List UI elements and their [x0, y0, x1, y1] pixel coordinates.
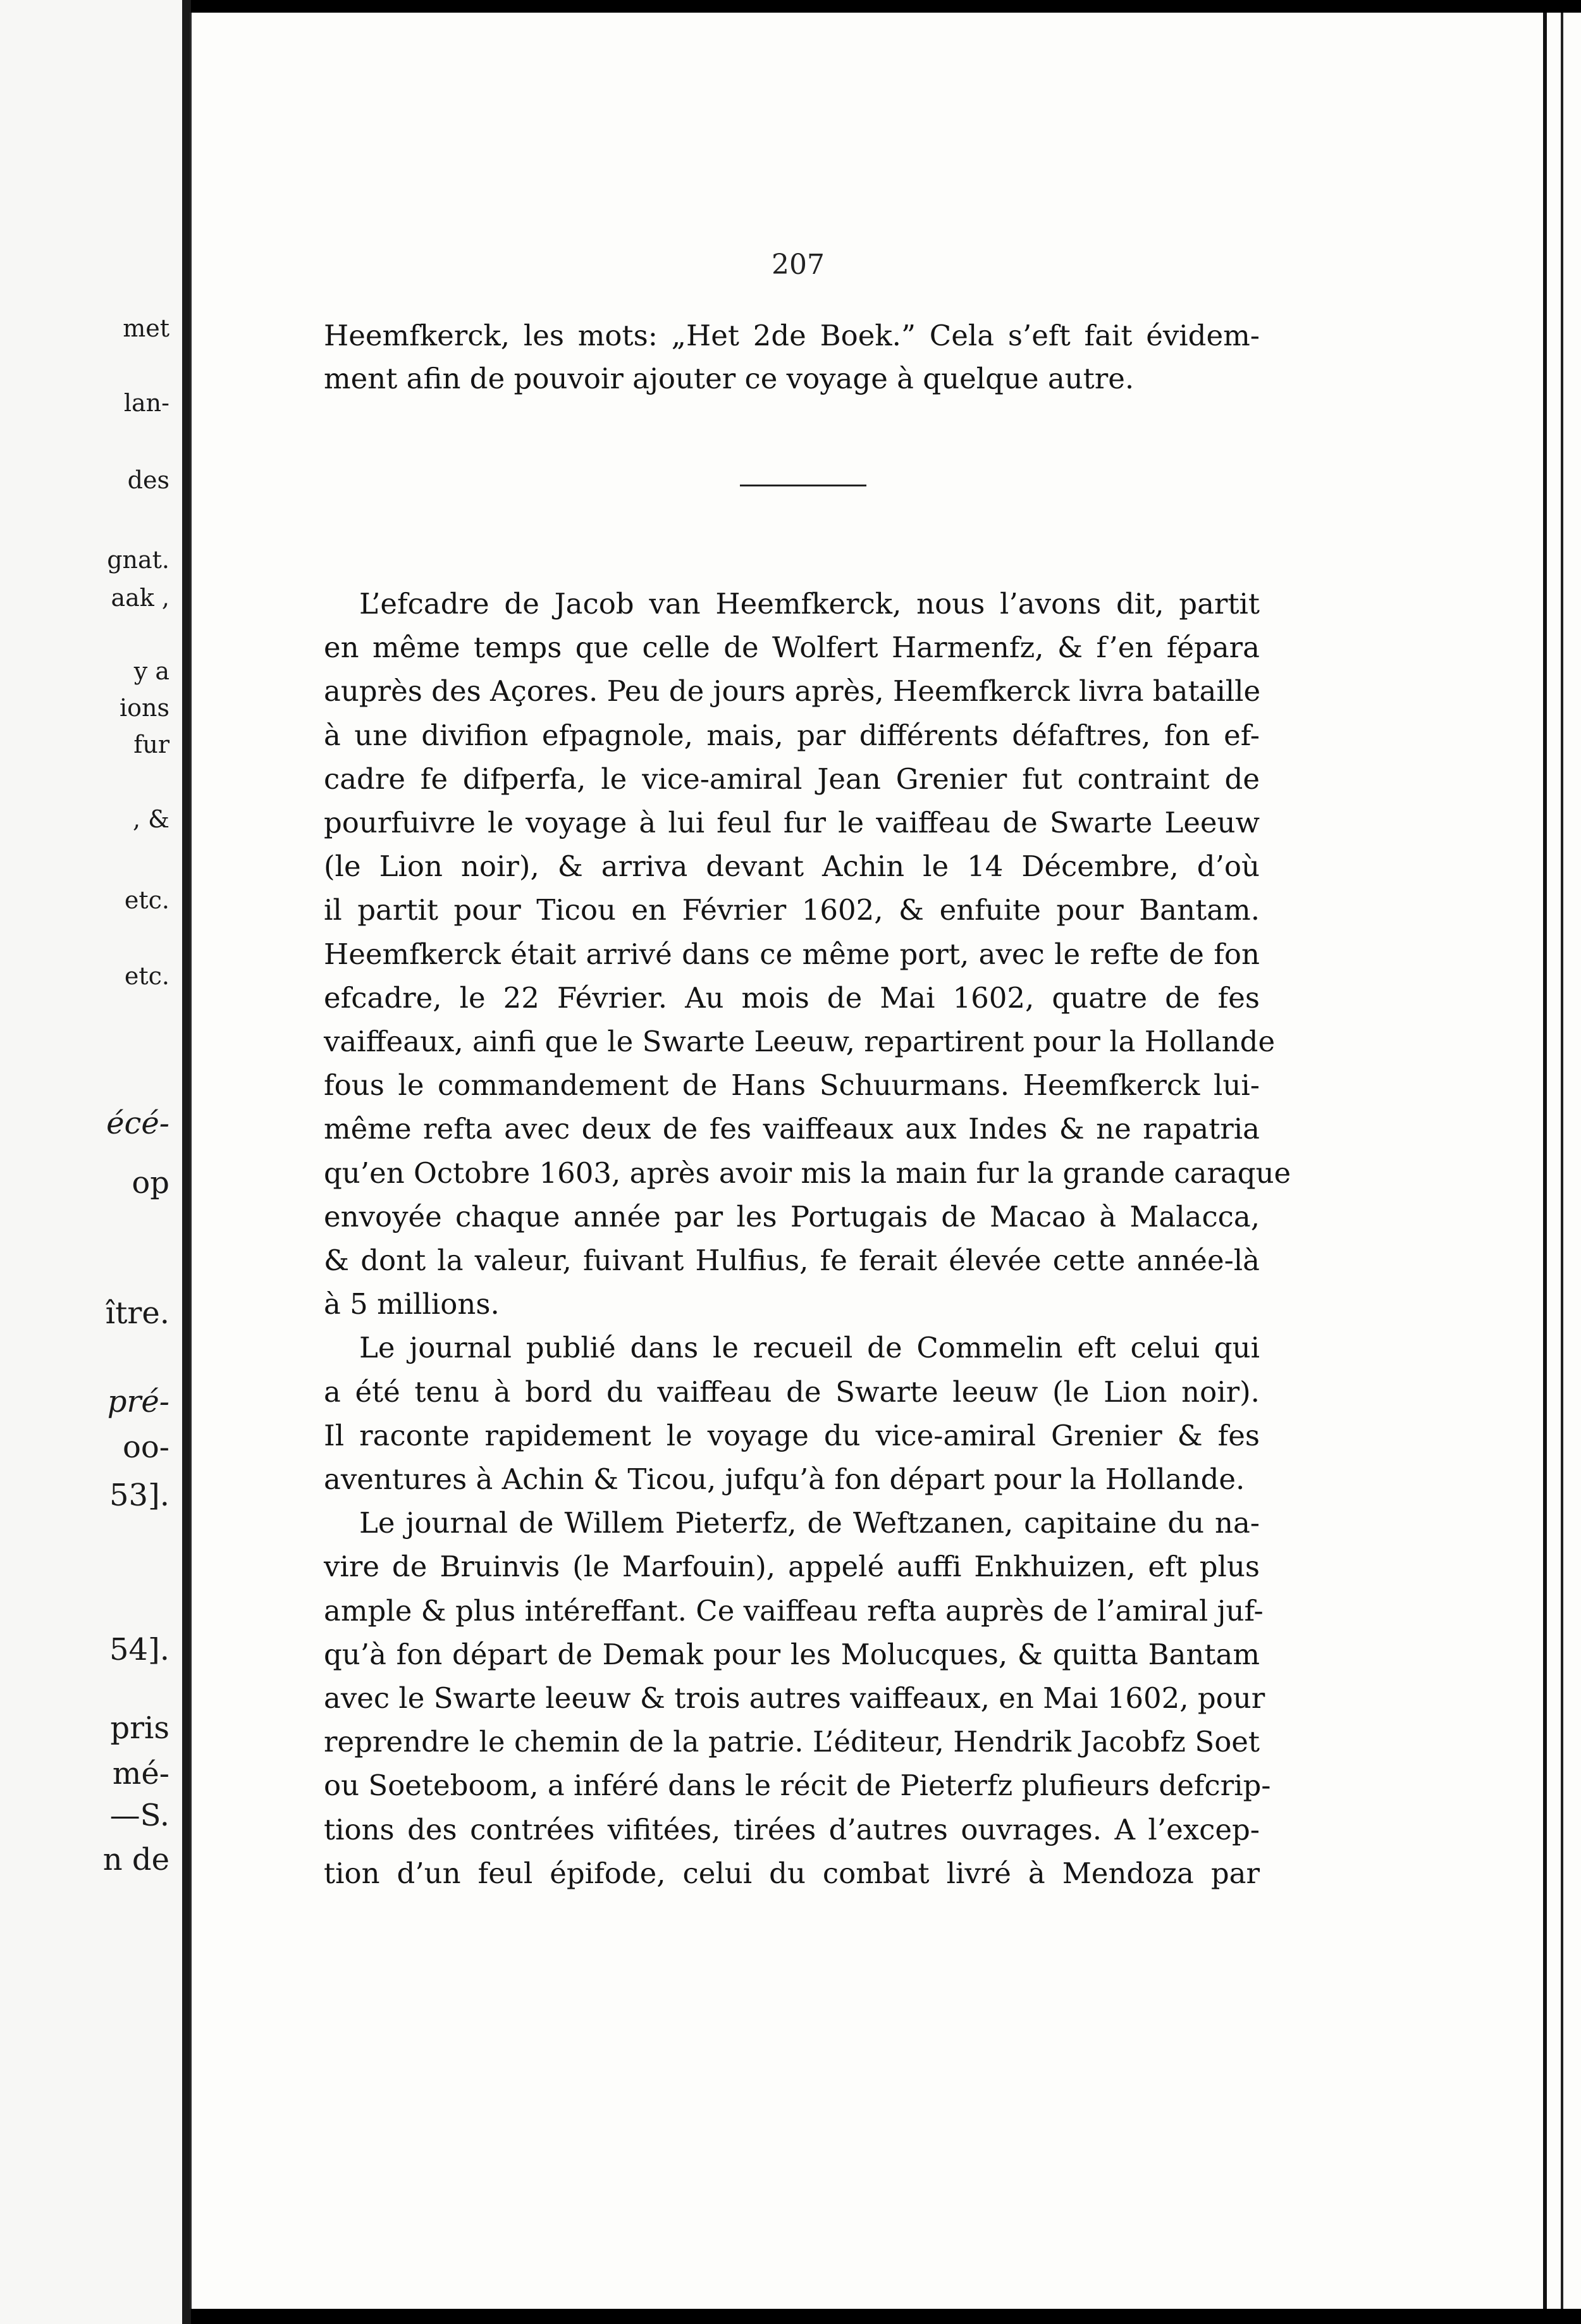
- text-line: vaiffeaux, ainfi que le Swarte Leeuw, repartirent pour la Hollande: [324, 1025, 1276, 1058]
- left-page-fragment: —S.: [109, 1798, 169, 1833]
- left-page-fragment: etc.: [124, 886, 169, 914]
- text-line: même refta avec deux de fes vaiffeaux aux Indes & ne rapatria: [324, 1112, 1260, 1146]
- left-page-fragment: ître.: [105, 1295, 169, 1331]
- text-line: envoyée chaque année par les Portugais de Macao à Malacca,: [324, 1199, 1260, 1233]
- text-line: a été tenu à bord du vaiffeau de Swarte leeuw (le Lion noir).: [324, 1375, 1260, 1409]
- text-line: aventures à Achin & Ticou, jufqu’à fon départ pour la Hollande.: [324, 1462, 1245, 1496]
- text-line: ou Soeteboom, a inféré dans le récit de Pieterfz plufieurs defcrip-: [324, 1769, 1271, 1803]
- text-line: Heemfkerck était arrivé dans ce même port, avec le refte de fon: [324, 937, 1260, 971]
- text-line: pourfuivre le voyage à lui feul fur le vaiffeau de Swarte Leeuw: [324, 806, 1260, 839]
- text-line: à une divifion efpagnole, mais, par différents défaftres, fon ef-: [324, 718, 1260, 752]
- text-line: tions des contrées vifitées, tirées d’autres ouvrages. A l’excep-: [324, 1812, 1260, 1846]
- left-page-fragment: écé-: [106, 1106, 169, 1141]
- left-page-fragment: pré-: [107, 1384, 169, 1419]
- left-page-fragment: ions: [119, 694, 169, 722]
- left-page-fragment: etc.: [124, 962, 169, 990]
- left-page-fragment: des: [127, 466, 169, 494]
- left-page-fragment: met: [123, 314, 169, 342]
- text-line: vire de Bruinvis (le Marfouin), appelé auffi Enkhuizen, eft plus: [324, 1550, 1260, 1584]
- text-line: reprendre le chemin de la patrie. L’éditeur, Hendrik Jacobfz Soet: [324, 1725, 1260, 1759]
- left-page-fragment: op: [132, 1165, 169, 1201]
- text-line: tion d’un feul épifode, celui du combat livré à Mendoza par: [324, 1856, 1260, 1890]
- left-page-fragment: 53].: [109, 1478, 169, 1513]
- text-line: avec le Swarte leeuw & trois autres vaiffeaux, en Mai 1602, pour: [324, 1681, 1265, 1715]
- section-separator: [740, 485, 866, 486]
- left-page-fragment: 54].: [109, 1632, 169, 1667]
- left-page-fragment: pris: [110, 1710, 169, 1746]
- left-page-fragment: fur: [133, 731, 169, 758]
- text-line: auprès des Açores. Peu de jours après, Heemfkerck livra bataille: [324, 674, 1261, 708]
- left-page-fragment: n de: [102, 1842, 169, 1877]
- text-line: qu’en Octobre 1603, après avoir mis la main fur la grande caraque: [324, 1156, 1291, 1190]
- left-page-edge: [0, 0, 183, 2324]
- text-line: & dont la valeur, fuivant Hulfius, fe ferait élevée cette année-là: [324, 1244, 1260, 1277]
- text-line: Il raconte rapidement le voyage du vice-amiral Grenier & fes: [324, 1418, 1260, 1452]
- text-line: efcadre, le 22 Février. Au mois de Mai 1602, quatre de fes: [324, 980, 1260, 1015]
- left-page-fragment: gnat.: [107, 546, 169, 574]
- left-page-fragment: oo-: [122, 1430, 169, 1465]
- left-page-fragment: , &: [133, 805, 169, 833]
- text-line: Heemfkerck, les mots: „Het 2de Boek.” Cela s’eft fait évidem-: [324, 319, 1260, 352]
- text-line: ample & plus intéreffant. Ce vaiffeau refta auprès de l’amiral juf-: [324, 1593, 1264, 1628]
- text-line: L’efcadre de Jacob van Heemfkerck, nous l’avons dit, partit: [359, 587, 1260, 621]
- text-line: ment afin de pouvoir ajouter ce voyage à quelque autre.: [324, 362, 1135, 395]
- left-page-fragment: mé-: [112, 1756, 169, 1791]
- text-line: il partit pour Ticou en Février 1602, & enfuite pour Bantam.: [324, 893, 1260, 927]
- text-line: (le Lion noir), & arriva devant Achin le 14 Décembre, d’où: [324, 850, 1260, 884]
- right-page-edge: [1543, 13, 1581, 2309]
- page-number: 207: [772, 249, 825, 281]
- edge-line: [1561, 13, 1563, 2309]
- left-page-fragment: y a: [133, 657, 169, 685]
- left-page-fragment: lan-: [123, 389, 169, 417]
- left-page-fragment: aak ,: [111, 584, 169, 612]
- text-line: Le journal publié dans le recueil de Commelin eft celui qui: [359, 1331, 1260, 1365]
- text-line: à 5 millions.: [324, 1287, 500, 1321]
- text-line: fous le commandement de Hans Schuurmans. Heemfkerck lui-: [324, 1068, 1260, 1103]
- text-line: qu’à fon départ de Demak pour les Molucques, & quitta Bantam: [324, 1637, 1260, 1671]
- text-line: cadre fe difperfa, le vice-amiral Jean Grenier fut contraint de: [324, 762, 1260, 796]
- text-line: en même temps que celle de Wolfert Harmenfz, & f’en fépara: [324, 631, 1260, 665]
- text-line: Le journal de Willem Pieterfz, de Weftzanen, capitaine du na-: [359, 1506, 1260, 1540]
